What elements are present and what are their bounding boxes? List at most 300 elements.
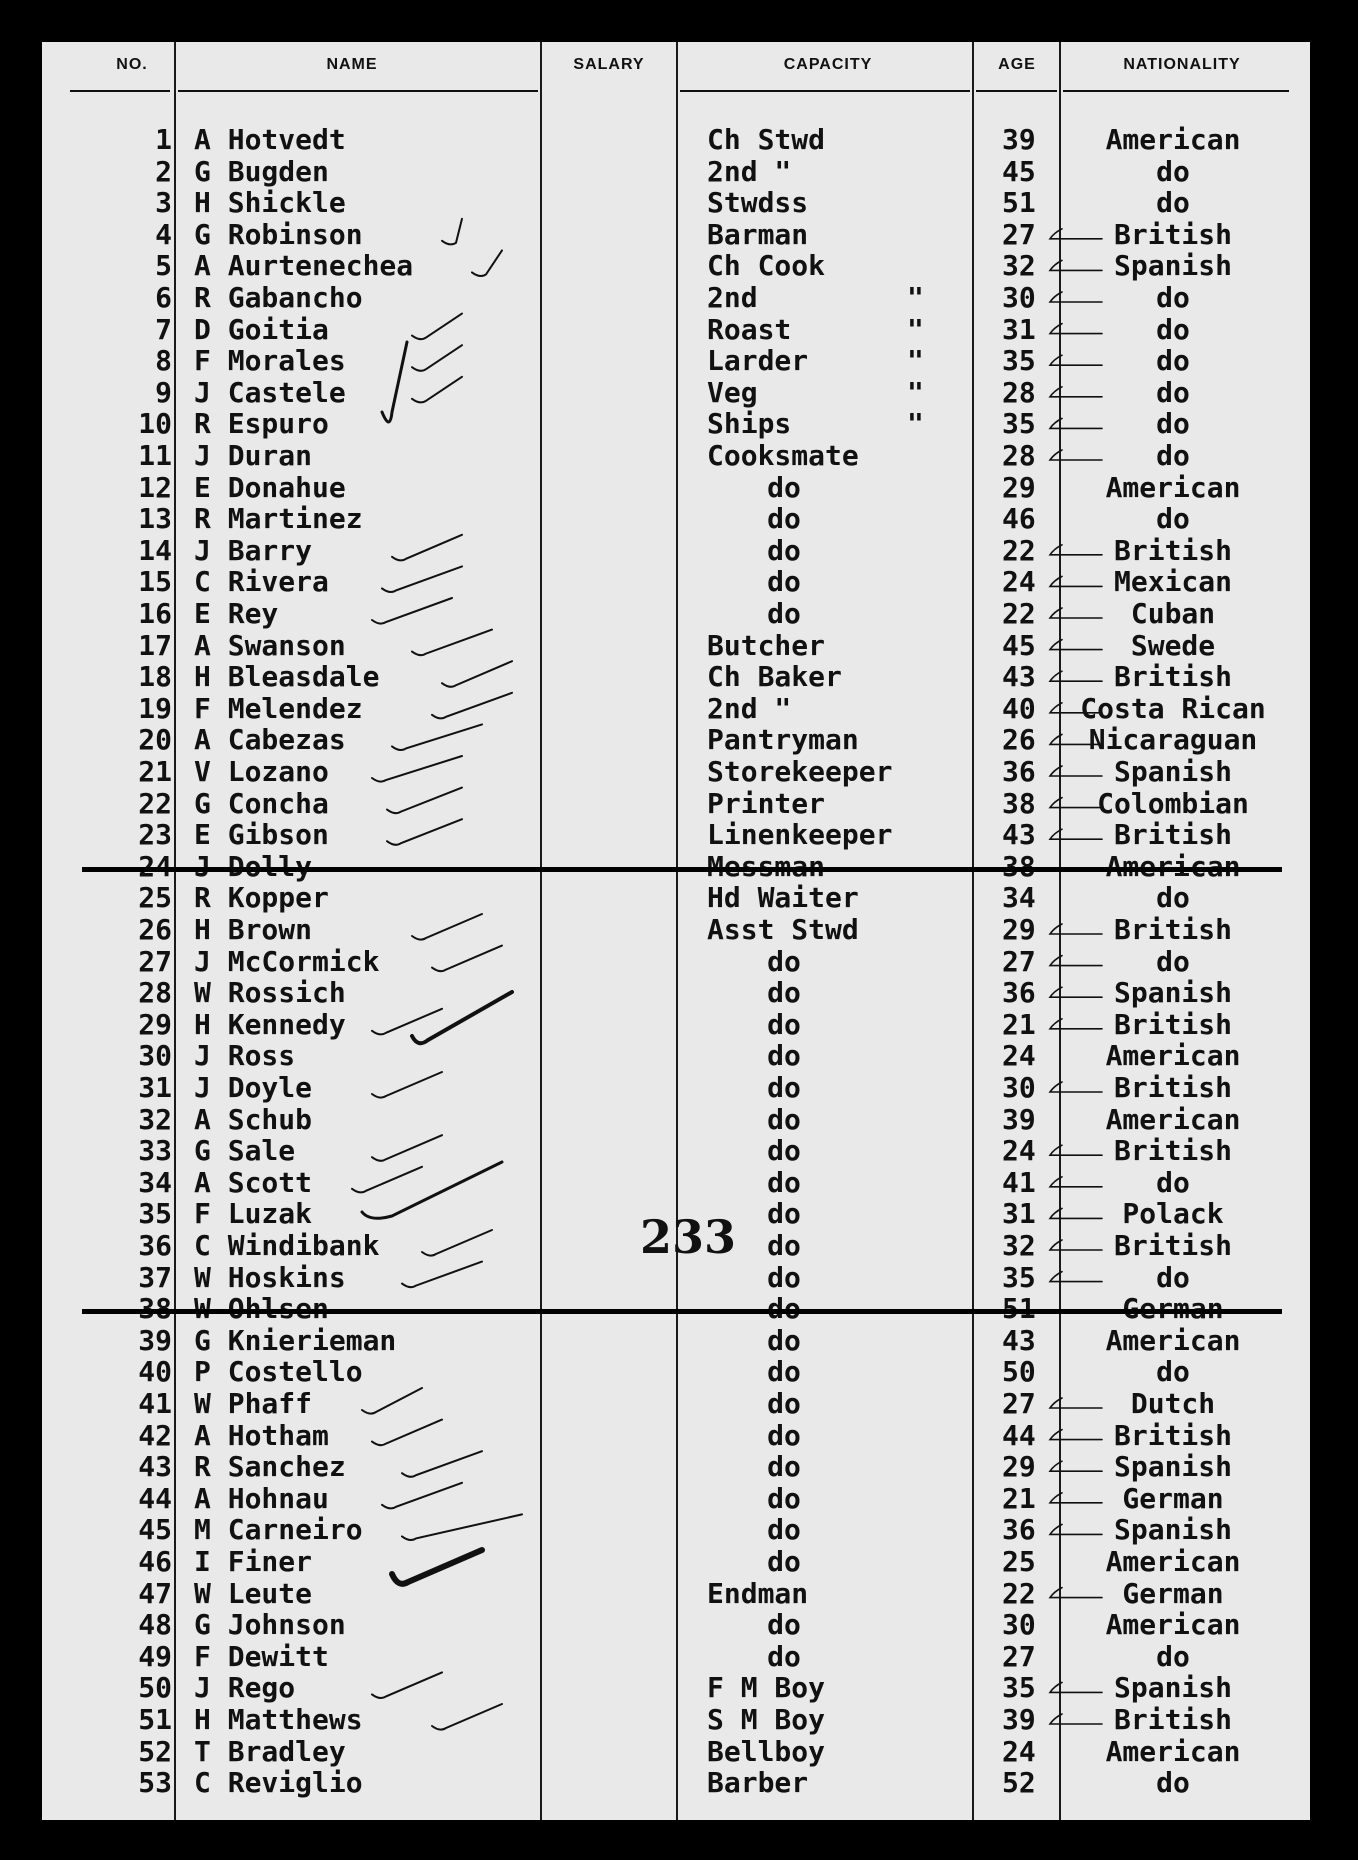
- crew-age: 22: [1002, 533, 1036, 567]
- row-number: 20: [138, 723, 172, 757]
- crew-age: 43: [1002, 1323, 1036, 1357]
- crew-nationality: British: [1113, 660, 1233, 694]
- crew-name: E Gibson: [194, 818, 329, 852]
- crew-nationality: do: [1156, 281, 1190, 314]
- crew-name: A Aurtenechea: [194, 249, 414, 283]
- check-mark: [352, 1167, 422, 1193]
- row-number: 13: [138, 502, 172, 536]
- crew-name: C Rivera: [194, 565, 329, 599]
- check-mark: [1050, 798, 1102, 808]
- crew-age: 39: [1002, 123, 1036, 156]
- crew-nationality: Spanish: [1113, 249, 1233, 283]
- crew-age: 52: [1002, 1766, 1036, 1800]
- crew-nationality: American: [1105, 1102, 1241, 1136]
- row-number: 19: [138, 691, 172, 725]
- crew-name: A Hohnau: [194, 1481, 329, 1515]
- crew-capacity: Storekeeper: [707, 755, 893, 788]
- crew-age: 24: [1002, 565, 1036, 599]
- row-number: 36: [138, 1229, 172, 1262]
- check-mark: [372, 1420, 442, 1446]
- header-name: NAME: [326, 56, 378, 73]
- crew-name: J Ross: [194, 1039, 296, 1073]
- row-number: 17: [138, 628, 172, 662]
- crew-nationality: Costa Rican: [1080, 691, 1266, 725]
- crew-name: J Doyle: [194, 1071, 313, 1104]
- crew-capacity: do: [767, 1387, 801, 1420]
- check-mark: [1050, 1019, 1102, 1029]
- crew-capacity: Ch Baker: [707, 660, 842, 694]
- crew-age: 50: [1002, 1355, 1036, 1389]
- crew-capacity: Ch Stwd: [707, 123, 826, 156]
- row-number: 15: [138, 565, 172, 599]
- crew-age: 45: [1002, 154, 1036, 188]
- header-capacity: CAPACITY: [783, 56, 873, 73]
- check-mark: [382, 566, 462, 592]
- crew-age: 29: [1002, 470, 1036, 504]
- crew-age: 34: [1002, 881, 1036, 915]
- crew-name: H Brown: [194, 913, 313, 946]
- crew-nationality: British: [1113, 1703, 1233, 1736]
- row-number: 43: [138, 1450, 172, 1484]
- crew-name: G Johnson: [194, 1608, 346, 1642]
- check-mark: [402, 1451, 482, 1477]
- crew-name: H Shickle: [194, 186, 346, 220]
- crew-age: 41: [1002, 1165, 1036, 1199]
- crew-name: V Lozano: [194, 755, 329, 788]
- crew-age: 30: [1002, 1071, 1036, 1104]
- crew-name: F Luzak: [194, 1197, 313, 1231]
- crew-name: A Hotham: [194, 1418, 329, 1452]
- crew-nationality: do: [1156, 407, 1190, 441]
- crew-name: A Schub: [194, 1102, 313, 1136]
- crew-capacity: do: [767, 1229, 801, 1262]
- crew-nationality: do: [1156, 439, 1190, 472]
- crew-name: R Espuro: [194, 407, 329, 441]
- crew-capacity: Asst Stwd: [707, 913, 859, 946]
- row-number: 16: [138, 597, 172, 630]
- check-mark: [1050, 1588, 1102, 1598]
- crew-age: 31: [1002, 1197, 1036, 1231]
- crew-nationality: do: [1156, 944, 1190, 978]
- crew-age: 30: [1002, 281, 1036, 314]
- crew-nationality: Spanish: [1113, 1450, 1233, 1484]
- check-mark: [1050, 576, 1102, 586]
- crew-age: 24: [1002, 1134, 1036, 1168]
- crew-age: 44: [1002, 1418, 1036, 1452]
- row-number: 2: [155, 154, 172, 188]
- crew-nationality: do: [1156, 1260, 1190, 1294]
- check-mark: [412, 914, 482, 940]
- check-mark: [1050, 1461, 1102, 1471]
- crew-nationality: Colombian: [1097, 786, 1249, 820]
- check-mark: [387, 819, 462, 845]
- crew-nationality: do: [1156, 1165, 1190, 1199]
- crew-name: G Robinson: [194, 217, 363, 251]
- page-number-stamp: 233: [640, 1210, 737, 1264]
- crew-nationality: American: [1105, 1608, 1241, 1642]
- crew-capacity: 2nd ": [707, 691, 792, 725]
- crew-capacity: Pantryman: [707, 723, 859, 757]
- check-mark: [1050, 766, 1102, 776]
- crew-age: 21: [1002, 1007, 1036, 1041]
- crew-capacity: do: [767, 1639, 801, 1673]
- check-mark: [392, 535, 462, 561]
- crew-name: D Goitia: [194, 312, 329, 346]
- row-number: 27: [138, 944, 172, 978]
- crew-nationality: do: [1156, 881, 1190, 915]
- check-mark: [362, 1162, 502, 1218]
- row-number: 4: [155, 217, 172, 251]
- check-mark: [1050, 355, 1102, 365]
- crew-name: G Sale: [194, 1134, 296, 1168]
- crew-capacity: Cooksmate: [707, 439, 859, 472]
- crew-capacity: Stwdss: [707, 186, 809, 220]
- crew-age: 36: [1002, 755, 1036, 788]
- crew-capacity: do: [767, 533, 801, 567]
- row-number: 31: [138, 1071, 172, 1104]
- crew-name: J McCormick: [194, 944, 380, 978]
- crew-capacity: do: [767, 1418, 801, 1452]
- crew-capacity: Butcher: [707, 628, 826, 662]
- crew-age: 35: [1002, 344, 1036, 378]
- check-mark: [402, 1262, 482, 1288]
- check-mark: [1050, 1208, 1102, 1218]
- check-mark: [1050, 545, 1102, 555]
- crew-age: 28: [1002, 439, 1036, 472]
- row-number: 1: [155, 123, 172, 156]
- check-mark: [412, 992, 512, 1043]
- row-number: 12: [138, 470, 172, 504]
- crew-name: E Rey: [194, 597, 279, 630]
- crew-name: P Costello: [194, 1355, 363, 1389]
- check-mark: [432, 1704, 502, 1730]
- crew-nationality: Spanish: [1113, 1513, 1233, 1547]
- crew-name: J Rego: [194, 1671, 296, 1705]
- crew-capacity: do: [767, 1355, 801, 1389]
- crew-capacity: Linenkeeper: [707, 818, 893, 852]
- crew-nationality: do: [1156, 154, 1190, 188]
- check-mark: [362, 1388, 422, 1414]
- check-mark: [422, 1230, 492, 1256]
- crew-nationality: Cuban: [1130, 597, 1216, 630]
- crew-nationality: British: [1113, 1418, 1233, 1452]
- handwritten-check-marks: [42, 42, 1310, 1820]
- crew-name: H Matthews: [194, 1703, 363, 1736]
- check-mark: [1050, 1145, 1102, 1155]
- crew-name: M Carneiro: [194, 1513, 363, 1547]
- crew-capacity: Printer: [707, 786, 826, 820]
- crew-age: 31: [1002, 312, 1036, 346]
- crew-name: A Swanson: [194, 628, 346, 662]
- row-number: 32: [138, 1102, 172, 1136]
- crew-nationality: do: [1156, 186, 1190, 220]
- crew-capacity: do: [767, 1071, 801, 1104]
- crew-capacity: Bellboy: [707, 1734, 826, 1768]
- check-mark: [402, 1514, 522, 1540]
- crew-nationality: do: [1156, 375, 1190, 409]
- crew-capacity: Roast: [707, 312, 792, 346]
- crew-capacity: do: [767, 1260, 801, 1294]
- crew-nationality: do: [1156, 1355, 1190, 1389]
- check-mark: [372, 598, 452, 624]
- crew-capacity: 2nd: [707, 281, 758, 314]
- crew-capacity: Ships: [707, 407, 792, 441]
- row-number: 10: [138, 407, 172, 441]
- crew-nationality: Spanish: [1113, 1671, 1233, 1705]
- row-number: 50: [138, 1671, 172, 1705]
- crew-nationality: Dutch: [1130, 1387, 1216, 1420]
- crew-age: 35: [1002, 407, 1036, 441]
- crew-name: W Leute: [194, 1576, 313, 1610]
- crew-age: 43: [1002, 818, 1036, 852]
- row-number: 39: [138, 1323, 172, 1357]
- crew-nationality: American: [1105, 123, 1241, 156]
- crew-nationality: American: [1105, 1545, 1241, 1578]
- crew-name: J Barry: [194, 533, 313, 567]
- row-number: 7: [155, 312, 172, 346]
- crew-age: 46: [1002, 502, 1036, 536]
- row-number: 30: [138, 1039, 172, 1073]
- check-mark: [1050, 703, 1102, 713]
- crew-capacity: Hd Waiter: [707, 881, 859, 915]
- check-mark: [1050, 829, 1102, 839]
- check-mark: [392, 1550, 482, 1584]
- crew-nationality: British: [1113, 818, 1233, 852]
- crew-nationality: American: [1105, 470, 1241, 504]
- crew-nationality: Swede: [1130, 628, 1216, 662]
- crew-capacity: do: [767, 470, 801, 504]
- check-mark: [372, 1672, 442, 1698]
- row-number: 33: [138, 1134, 172, 1168]
- row-number: 3: [155, 186, 172, 220]
- crew-age: 28: [1002, 375, 1036, 409]
- check-mark: [1050, 324, 1102, 334]
- crew-nationality: German: [1122, 1576, 1224, 1610]
- crew-capacity: Endman: [707, 1576, 809, 1610]
- crew-age: 24: [1002, 1734, 1036, 1768]
- check-mark: [1050, 1714, 1102, 1724]
- ditto-mark: ": [907, 281, 924, 314]
- row-number: 28: [138, 976, 172, 1010]
- crew-capacity: do: [767, 1197, 801, 1231]
- row-number: 53: [138, 1766, 172, 1800]
- ditto-mark: ": [907, 407, 924, 441]
- crew-name: W Phaff: [194, 1387, 313, 1420]
- check-mark: [387, 788, 462, 814]
- check-mark: [1050, 1082, 1102, 1092]
- crew-nationality: Spanish: [1113, 755, 1233, 788]
- row-number: 47: [138, 1576, 172, 1610]
- row-number: 5: [155, 249, 172, 283]
- check-mark: [442, 219, 462, 245]
- check-mark: [1050, 1524, 1102, 1534]
- crew-capacity: do: [767, 597, 801, 630]
- check-mark: [1050, 956, 1102, 966]
- crew-list-sheet: [42, 42, 1310, 1820]
- check-mark: [1050, 292, 1102, 302]
- row-number: 26: [138, 913, 172, 946]
- crew-capacity: Barman: [707, 217, 809, 251]
- row-number: 42: [138, 1418, 172, 1452]
- crew-age: 45: [1002, 628, 1036, 662]
- row-number: 9: [155, 375, 172, 409]
- row-number: 34: [138, 1165, 172, 1199]
- crew-capacity: Veg: [707, 375, 758, 409]
- row-number: 6: [155, 281, 172, 314]
- crew-capacity: Barber: [707, 1766, 809, 1800]
- check-mark: [1050, 387, 1102, 397]
- row-number: 29: [138, 1007, 172, 1041]
- check-mark: [412, 630, 492, 656]
- check-mark: [1050, 924, 1102, 934]
- crew-nationality: do: [1156, 1766, 1190, 1800]
- ditto-mark: ": [907, 375, 924, 409]
- row-number: 35: [138, 1197, 172, 1231]
- crew-name: F Melendez: [194, 691, 363, 725]
- crew-capacity: do: [767, 1608, 801, 1642]
- crew-age: 22: [1002, 597, 1036, 630]
- crew-name: G Knierieman: [194, 1323, 397, 1357]
- crew-age: 39: [1002, 1102, 1036, 1136]
- check-mark: [1050, 608, 1102, 618]
- crew-nationality: Spanish: [1113, 976, 1233, 1010]
- crew-capacity: 2nd ": [707, 154, 792, 188]
- ditto-mark: ": [907, 344, 924, 378]
- crew-age: 27: [1002, 217, 1036, 251]
- header-no: NO.: [116, 56, 148, 73]
- crew-name: E Donahue: [194, 470, 346, 504]
- crew-capacity: do: [767, 1102, 801, 1136]
- crew-name: W Hoskins: [194, 1260, 346, 1294]
- crew-name: H Kennedy: [194, 1007, 346, 1041]
- ditto-mark: ": [907, 312, 924, 346]
- check-mark: [412, 345, 462, 371]
- crew-name: A Cabezas: [194, 723, 346, 757]
- crew-name: F Dewitt: [194, 1639, 329, 1673]
- crew-nationality: Polack: [1122, 1197, 1224, 1231]
- crew-age: 35: [1002, 1260, 1036, 1294]
- crew-age: 32: [1002, 249, 1036, 283]
- crew-age: 25: [1002, 1545, 1036, 1578]
- row-number: 52: [138, 1734, 172, 1768]
- check-mark: [442, 661, 512, 687]
- row-number: 37: [138, 1260, 172, 1294]
- crew-capacity: do: [767, 502, 801, 536]
- row-number: 40: [138, 1355, 172, 1389]
- crew-nationality: do: [1156, 1639, 1190, 1673]
- header-salary: SALARY: [573, 56, 645, 73]
- crew-name: A Scott: [194, 1165, 313, 1199]
- check-mark: [1050, 734, 1102, 744]
- crew-nationality: British: [1113, 533, 1233, 567]
- crew-capacity: do: [767, 976, 801, 1010]
- crew-nationality: German: [1122, 1481, 1224, 1515]
- check-mark: [432, 693, 512, 719]
- crew-capacity: do: [767, 565, 801, 599]
- crew-nationality: British: [1113, 1229, 1233, 1262]
- check-mark: [1050, 1493, 1102, 1503]
- check-mark: [432, 946, 502, 972]
- row-number: 18: [138, 660, 172, 694]
- crew-nationality: British: [1113, 1134, 1233, 1168]
- crew-capacity: Larder: [707, 344, 809, 378]
- crew-name: I Finer: [194, 1545, 313, 1578]
- crew-nationality: American: [1105, 1039, 1241, 1073]
- check-mark: [382, 342, 407, 422]
- row-number: 44: [138, 1481, 172, 1515]
- crew-capacity: Ch Cook: [707, 249, 826, 283]
- check-mark: [1050, 1272, 1102, 1282]
- check-mark: [1050, 418, 1102, 428]
- crew-age: 35: [1002, 1671, 1036, 1705]
- crew-age: 51: [1002, 186, 1036, 220]
- crew-name: J Castele: [194, 375, 346, 409]
- check-mark: [1050, 1240, 1102, 1250]
- crew-nationality: Nicaraguan: [1088, 723, 1258, 757]
- check-mark: [1050, 1430, 1102, 1440]
- check-mark: [412, 314, 462, 340]
- crew-name: R Gabancho: [194, 281, 363, 314]
- crew-nationality: British: [1113, 1071, 1233, 1104]
- row-number: 51: [138, 1703, 172, 1736]
- check-mark: [1050, 229, 1102, 239]
- check-mark: [372, 1135, 442, 1161]
- crew-age: 24: [1002, 1039, 1036, 1073]
- crew-nationality: British: [1113, 217, 1233, 251]
- crew-nationality: American: [1105, 1323, 1241, 1357]
- crew-age: 36: [1002, 976, 1036, 1010]
- crew-name: G Concha: [194, 786, 329, 820]
- crew-age: 40: [1002, 691, 1036, 725]
- check-mark: [372, 1072, 442, 1098]
- crew-age: 32: [1002, 1229, 1036, 1262]
- crew-nationality: do: [1156, 344, 1190, 378]
- crew-nationality: British: [1113, 1007, 1233, 1041]
- crew-nationality: do: [1156, 502, 1190, 536]
- crew-capacity: do: [767, 1323, 801, 1357]
- crew-capacity: do: [767, 1513, 801, 1547]
- crew-capacity: do: [767, 1545, 801, 1578]
- row-number: 8: [155, 344, 172, 378]
- crew-age: 36: [1002, 1513, 1036, 1547]
- row-number: 11: [138, 439, 172, 472]
- crew-age: 29: [1002, 1450, 1036, 1484]
- crew-capacity: do: [767, 944, 801, 978]
- crew-age: 27: [1002, 944, 1036, 978]
- check-mark: [372, 1009, 442, 1035]
- row-number: 14: [138, 533, 172, 567]
- crew-nationality: Mexican: [1113, 565, 1233, 599]
- crew-name: G Bugden: [194, 154, 329, 188]
- crew-name: R Kopper: [194, 881, 329, 915]
- crew-age: 22: [1002, 1576, 1036, 1610]
- crew-nationality: American: [1105, 1734, 1241, 1768]
- crew-age: 39: [1002, 1703, 1036, 1736]
- crew-age: 43: [1002, 660, 1036, 694]
- crew-age: 27: [1002, 1639, 1036, 1673]
- row-number: 21: [138, 755, 172, 788]
- crew-name: C Windibank: [194, 1229, 380, 1262]
- check-mark: [1050, 1398, 1102, 1408]
- check-mark: [392, 724, 482, 750]
- row-number: 46: [138, 1545, 172, 1578]
- check-mark: [412, 377, 462, 403]
- check-mark: [1050, 1177, 1102, 1187]
- crew-name: T Bradley: [194, 1734, 346, 1768]
- crew-name: W Rossich: [194, 976, 346, 1010]
- crew-age: 29: [1002, 913, 1036, 946]
- crew-capacity: do: [767, 1481, 801, 1515]
